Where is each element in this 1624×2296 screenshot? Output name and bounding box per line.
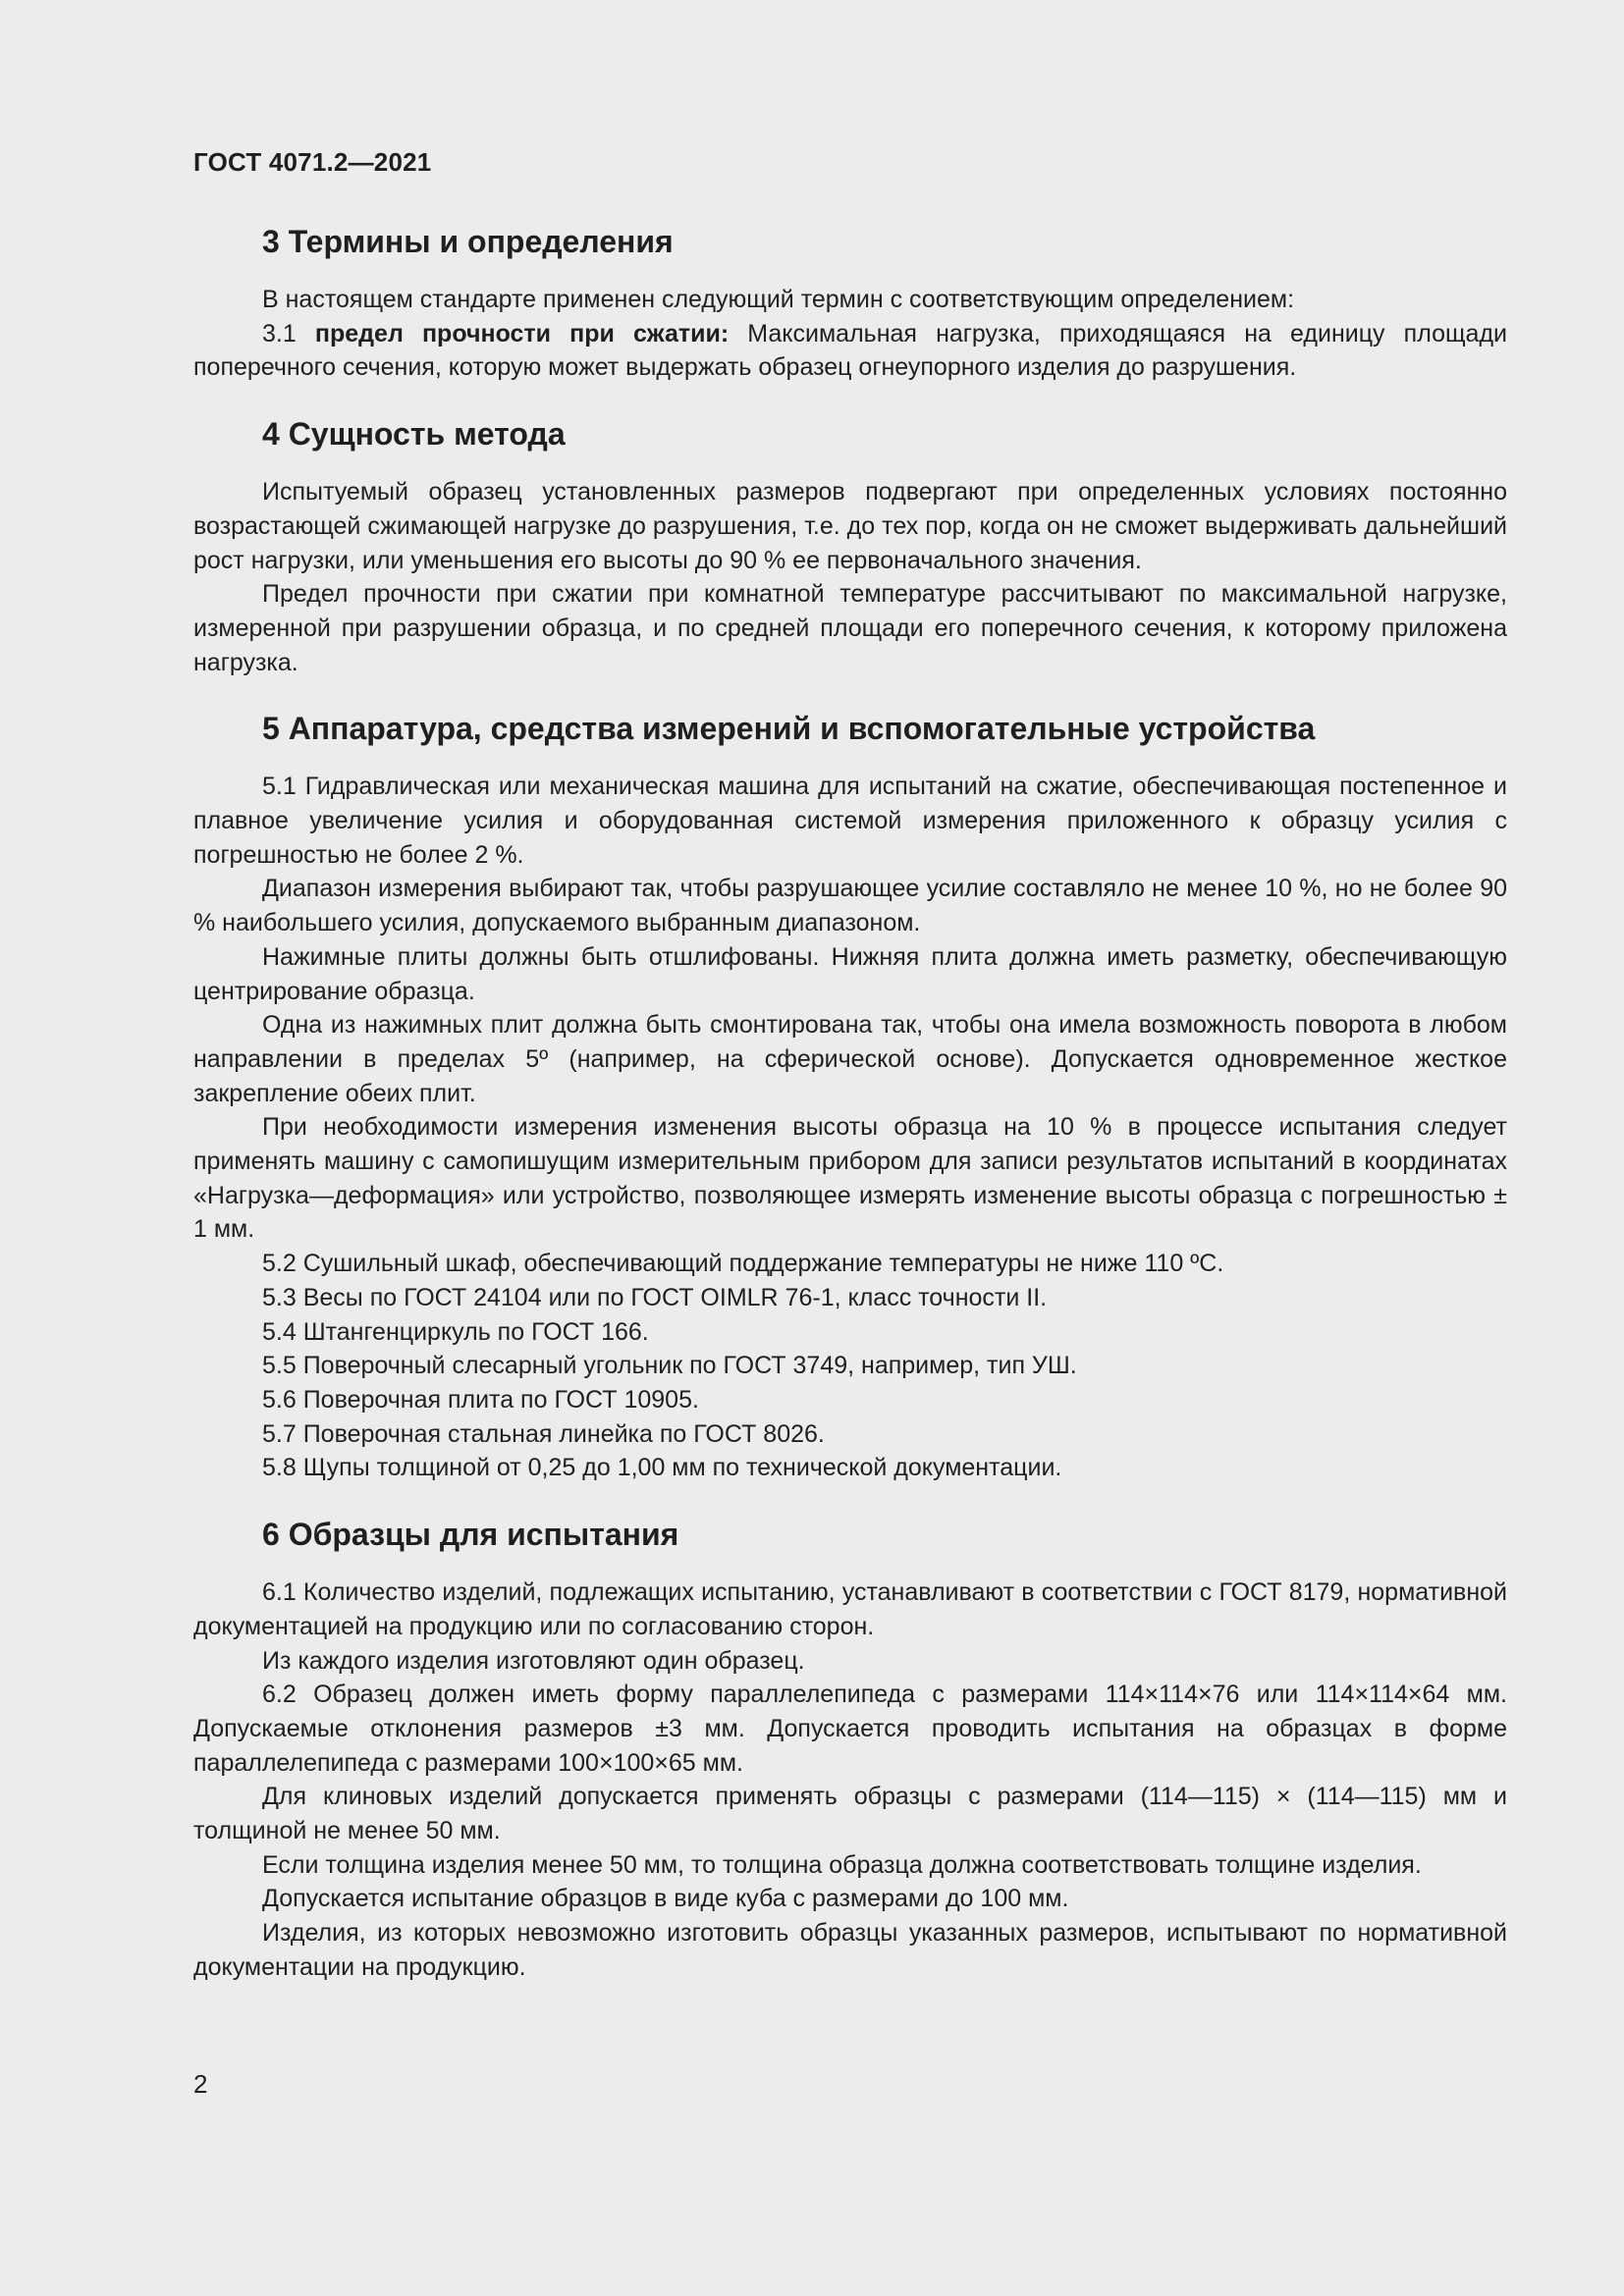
section-paragraph: 5.4 Штангенциркуль по ГОСТ 166. <box>262 1317 649 1346</box>
section-heading: 5 Аппаратура, средства измерений и вспомогательные устройства <box>262 711 1316 747</box>
section-heading: 3 Термины и определения <box>262 224 674 259</box>
section-paragraph: Одна из нажимных плит должна быть смонтирована так, чтобы она имела возможность поворота в любом направлении в пределах 5º (например, на сферической основе). Допускается одновременное жесткое закрепление обеих плит. <box>193 1011 1507 1107</box>
term-name: предел прочности при сжатии: <box>314 319 730 347</box>
section-paragraph: 5.7 Поверочная стальная линейка по ГОСТ 8026. <box>262 1419 825 1448</box>
section-paragraph: В настоящем стандарте применен следующий термин с соответствующим определением: <box>262 286 1295 313</box>
section-paragraph: 5.6 Поверочная плита по ГОСТ 10905. <box>262 1385 699 1414</box>
section-paragraph: 5.5 Поверочный слесарный угольник по ГОСТ 3749, например, тип УШ. <box>262 1352 1077 1380</box>
section-paragraph: Допускается испытание образцов в виде куба с размерами до 100 мм. <box>262 1885 1069 1913</box>
section-paragraph: Предел прочности при сжатии при комнатной температуре рассчитывают по максимальной нагрузке, измеренной при разрушении образца, и по средней площади его поперечного сечения, к которому приложена нагрузка. <box>193 580 1507 676</box>
section-paragraph: 5.3 Весы по ГОСТ 24104 или по ГОСТ OIMLR 76-1, класс точности II. <box>262 1283 1048 1311</box>
document-code: ГОСТ 4071.2—2021 <box>193 147 432 177</box>
section-paragraph: При необходимости измерения изменения высоты образца на 10 % в процессе испытания следует применять машину с самопишущим измерительным прибором для записи результатов испытаний в координатах «Нагрузка—деформация» или устройство, позволяющее измерять изменение высоты образца с погрешностью ± 1 мм. <box>193 1113 1507 1244</box>
section-paragraph: 5.2 Сушильный шкаф, обеспечивающий поддержание температуры не ниже 110 ºС. <box>262 1250 1224 1278</box>
section-paragraph: Испытуемый образец установленных размеров подвергают при определенных условиях постоянно возрастающей сжимающей нагрузке до разрушения, т.е. до тех пор, когда он не сможет выдерживать дальнейший рост нагрузки, или уменьшения его высоты до 90 % ее первоначального значения. <box>193 478 1507 574</box>
section-paragraph: 5.8 Щупы толщиной от 0,25 до 1,00 мм по технической документации. <box>262 1454 1062 1482</box>
section-paragraph: 6.1 Количество изделий, подлежащих испытанию, устанавливают в соответствии с ГОСТ 8179, нормативной документацией на продукцию или по согласованию сторон. <box>193 1578 1507 1640</box>
section-paragraph: 3.1 предел прочности при сжатии: Максимальная нагрузка, приходящаяся на единицу площади поперечного сечения, которую может выдержать образец огнеупорного изделия до разрушения. <box>193 319 1508 382</box>
document-page <box>193 0 1507 2296</box>
section-paragraph: Изделия, из которых невозможно изготовить образцы указанных размеров, испытывают по нормативной документации на продукцию. <box>193 1919 1507 1981</box>
section-paragraph: 6.2 Образец должен иметь форму параллелепипеда с размерами 114×114×76 или 114×114×64 мм. Допускаемые отклонения размеров ±3 мм. Допускается проводить испытания на образцах в форме параллелепипеда с размерами 100×100×65 мм. <box>193 1681 1507 1777</box>
section-paragraph: Диапазон измерения выбирают так, чтобы разрушающее усилие составляло не менее 10 %, но не более 90 % наибольшего усилия, допускаемого выбранным диапазоном. <box>193 875 1507 937</box>
section-paragraph: Если толщина изделия менее 50 мм, то толщина образца должна соответствовать толщине изделия. <box>262 1850 1422 1879</box>
section-paragraph: 5.1 Гидравлическая или механическая машина для испытаний на сжатие, обеспечивающая постепенное и плавное увеличение усилия и оборудованная системой измерения приложенного к образцу усилия с погрешностью не более 2 %. <box>193 773 1507 869</box>
page-number: 2 <box>193 2069 208 2099</box>
section-heading: 4 Сущность метода <box>262 416 566 453</box>
section-paragraph: Для клиновых изделий допускается применять образцы с размерами (114—115) × (114—115) мм и толщиной не менее 50 мм. <box>193 1783 1507 1845</box>
section-paragraph: Нажимные плиты должны быть отшлифованы. Нижняя плита должна иметь разметку, обеспечивающую центрирование образца. <box>193 942 1507 1005</box>
section-heading: 6 Образцы для испытания <box>262 1517 679 1553</box>
section-paragraph: Из каждого изделия изготовляют один образец. <box>262 1646 805 1675</box>
document-body <box>193 222 1507 1985</box>
